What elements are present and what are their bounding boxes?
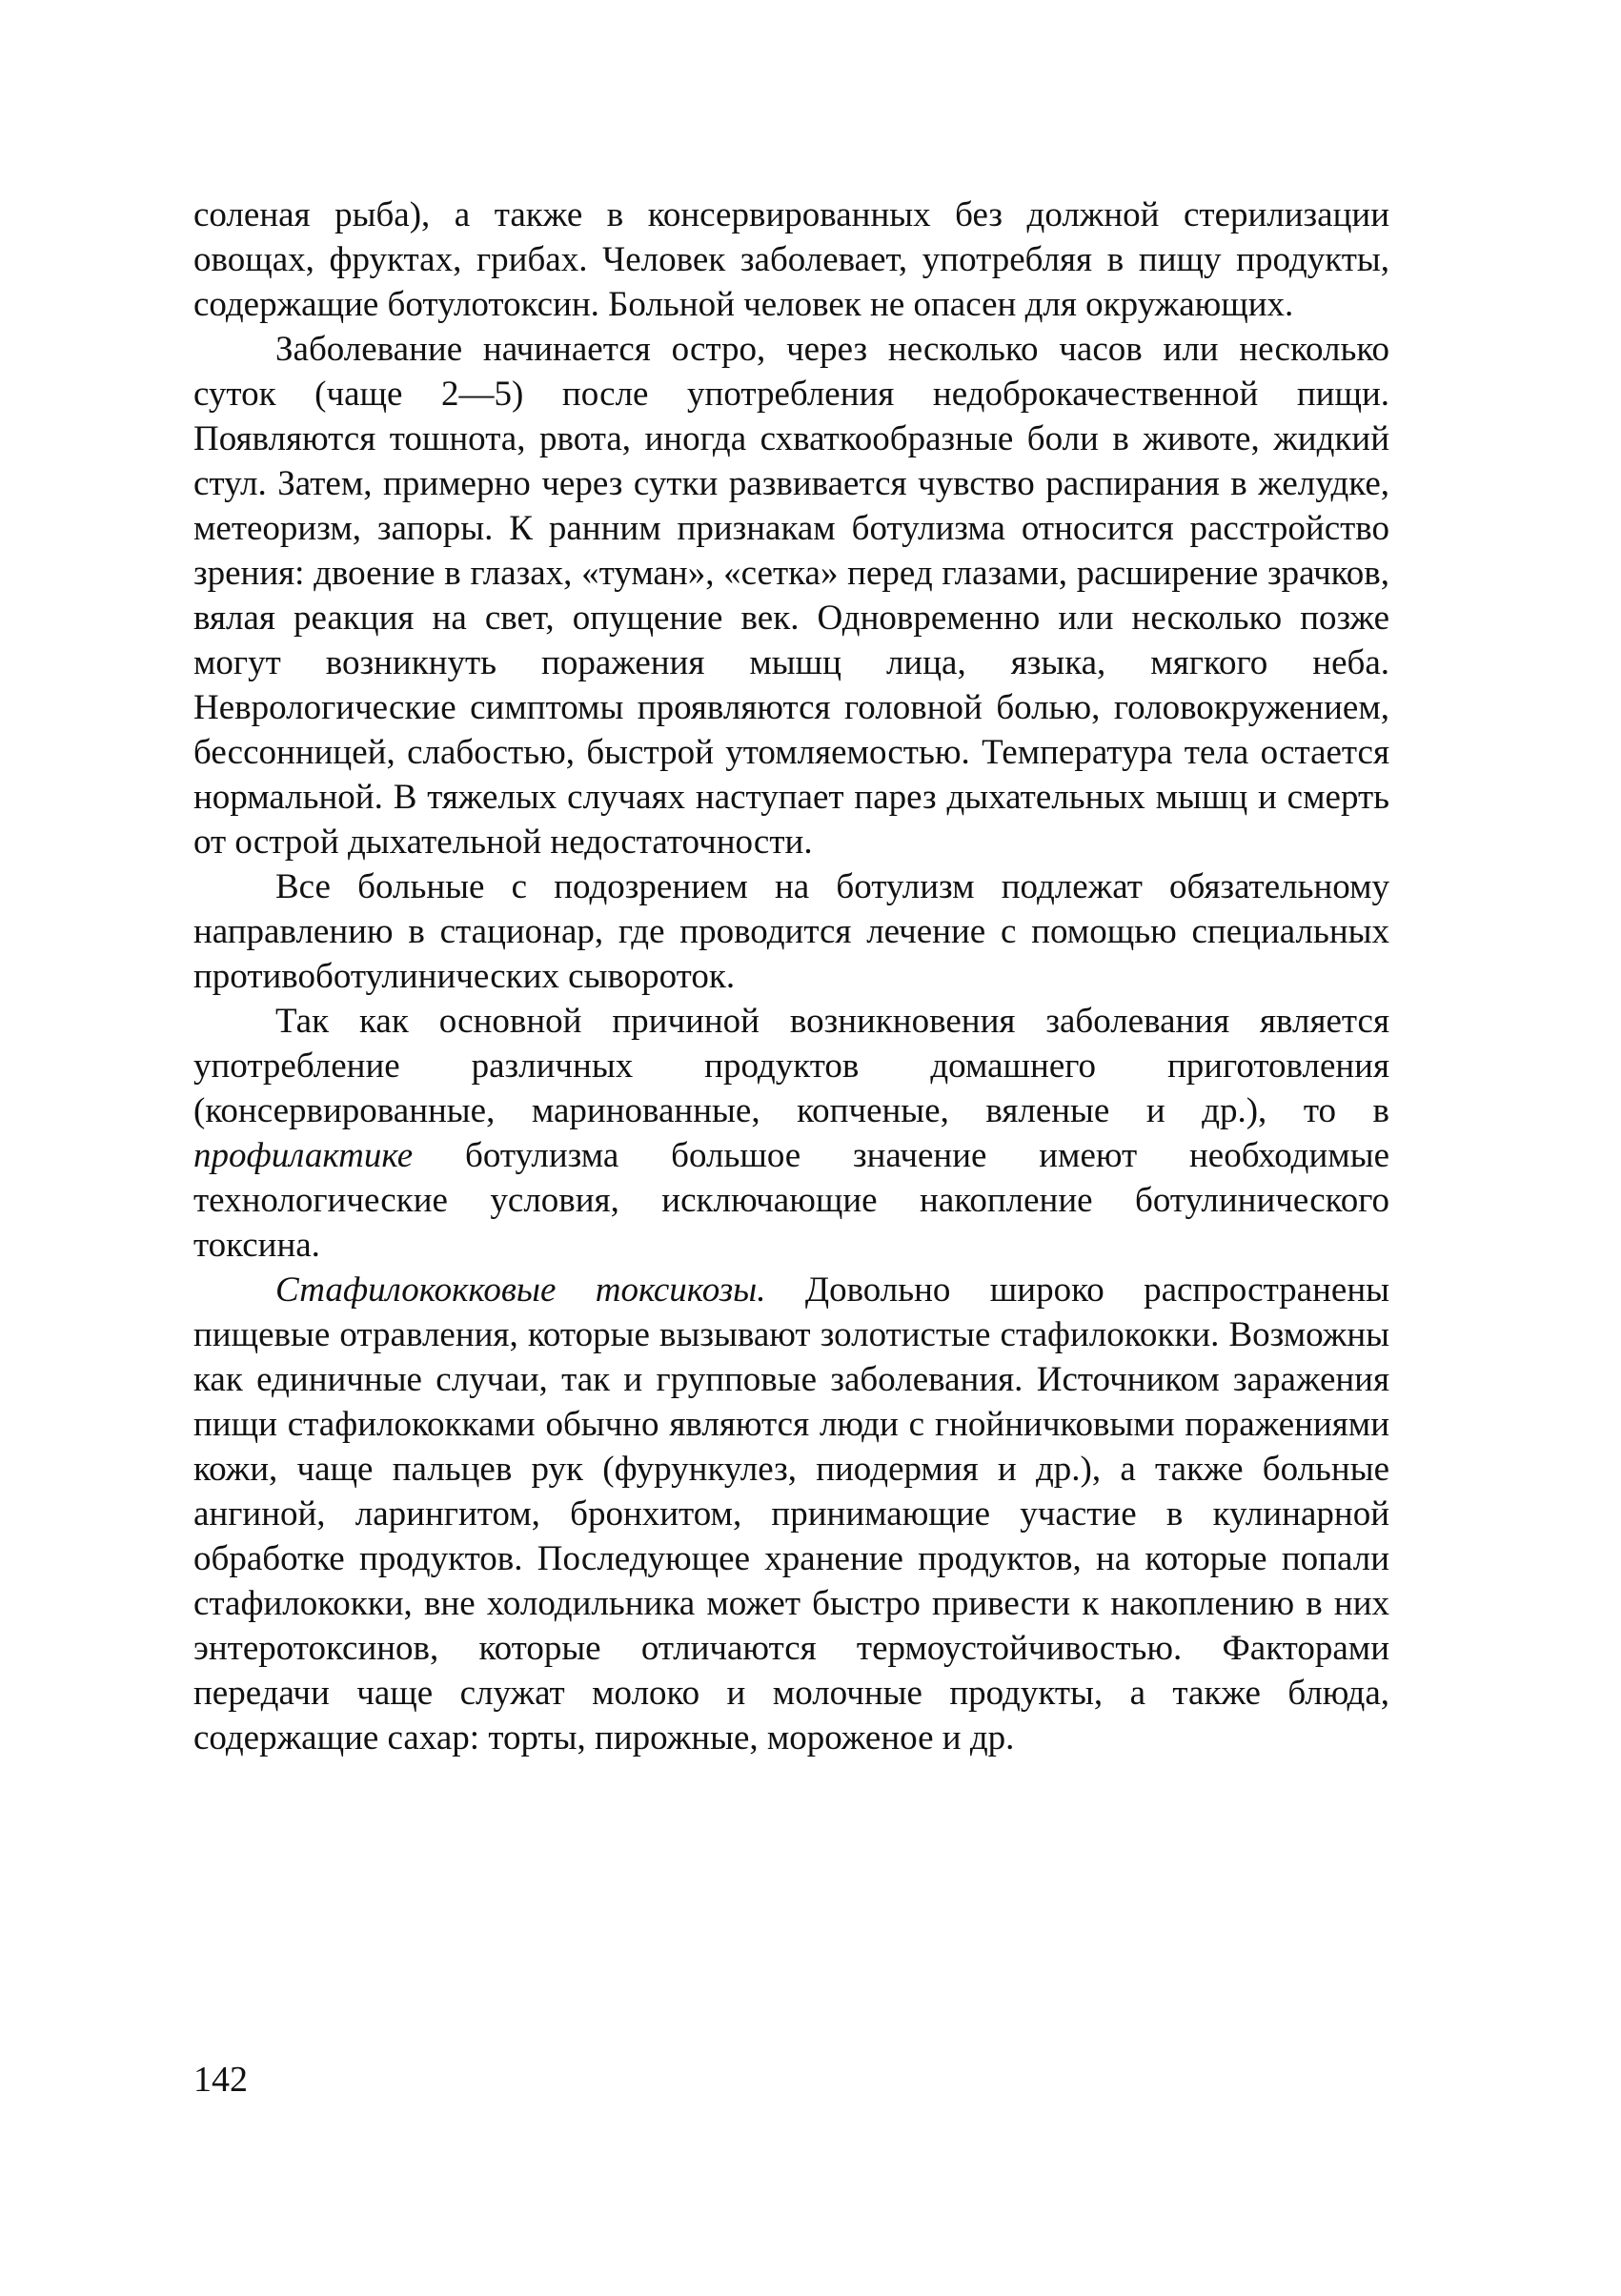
page-number: 142 xyxy=(193,2060,248,2100)
paragraph-prevention xyxy=(193,999,1389,1268)
paragraph-prevention-text-after: ботулизма большое значение имеют необходимые технологические условия, исключающие накопление ботулинического токсина. xyxy=(193,1136,1389,1265)
paragraph-botulism-symptoms: Заболевание начинается остро, через несколько часов или несколько суток (чаще 2—5) после употребления недоброкачественной пищи. Появляются тошнота, рвота, иногда схваткообразные боли в животе, жидкий стул. Затем, примерно через сутки развивается чувство распирания в желудке, метеоризм, запоры. К ранним признакам ботулизма относится расстройство зрения: двоение в глазах, «туман», «сетка» перед глазами, расширение зрачков, вялая реакция на свет, опущение век. Одновременно или несколько позже могут возникнуть поражения мышц лица, языка, мягкого неба. Неврологические симптомы проявляются головной болью, головокружением, бессонницей, слабостью, быстрой утомляемостью. Температура тела остается нормальной. В тяжелых случаях наступает парез дыхательных мышц и смерть от острой дыхательной недостаточности. xyxy=(193,330,1389,862)
page-body xyxy=(193,193,1389,1760)
paragraph-staphylococcal-text: Довольно широко распространены пищевые отравления, которые вызывают золотистые стафилококки. Возможны как единичные случаи, так и групповые заболевания. Источником заражения пищи стафилококками обычно являются люди с гнойничковыми поражениями кожи, чаще пальцев рук (фурункулез, пиодермия и др.), а также больные ангиной, ларингитом, бронхитом, принимающие участие в кулинарной обработке продуктов. Последующее хранение продуктов, на которые попали стафилококки, вне холодильника может быстро привести к накоплению в них энтеротоксинов, которые отличаются термоустойчивостью. Факторами передачи чаще служат молоко и молочные продукты, а также блюда, содержащие сахар: торты, пирожные, мороженое и др. xyxy=(193,1270,1389,1758)
paragraph-hospitalization: Все больные с подозрением на ботулизм подлежат обязательному направлению в стационар, где проводится лечение с помощью специальных противоботулинических сывороток. xyxy=(193,867,1389,996)
paragraph-continued: соленая рыба), а также в консервированных без должной стерилизации овощах, фруктах, грибах. Человек заболевает, употребляя в пищу продукты, содержащие ботулотоксин. Больной человек не опасен для окружающих. xyxy=(193,195,1389,324)
paragraph-prevention-text-before: Так как основной причиной возникновения заболевания является употребление различных продуктов домашнего приготовления (консервированные, маринованные, копченые, вяленые и др.), то в xyxy=(193,1002,1389,1130)
section-heading-italic: Стафилококковые токсикозы. xyxy=(275,1270,766,1310)
prevention-italic-term: профилактике xyxy=(193,1136,414,1175)
paragraph-staphylococcal-toxicoses xyxy=(193,1268,1389,1760)
